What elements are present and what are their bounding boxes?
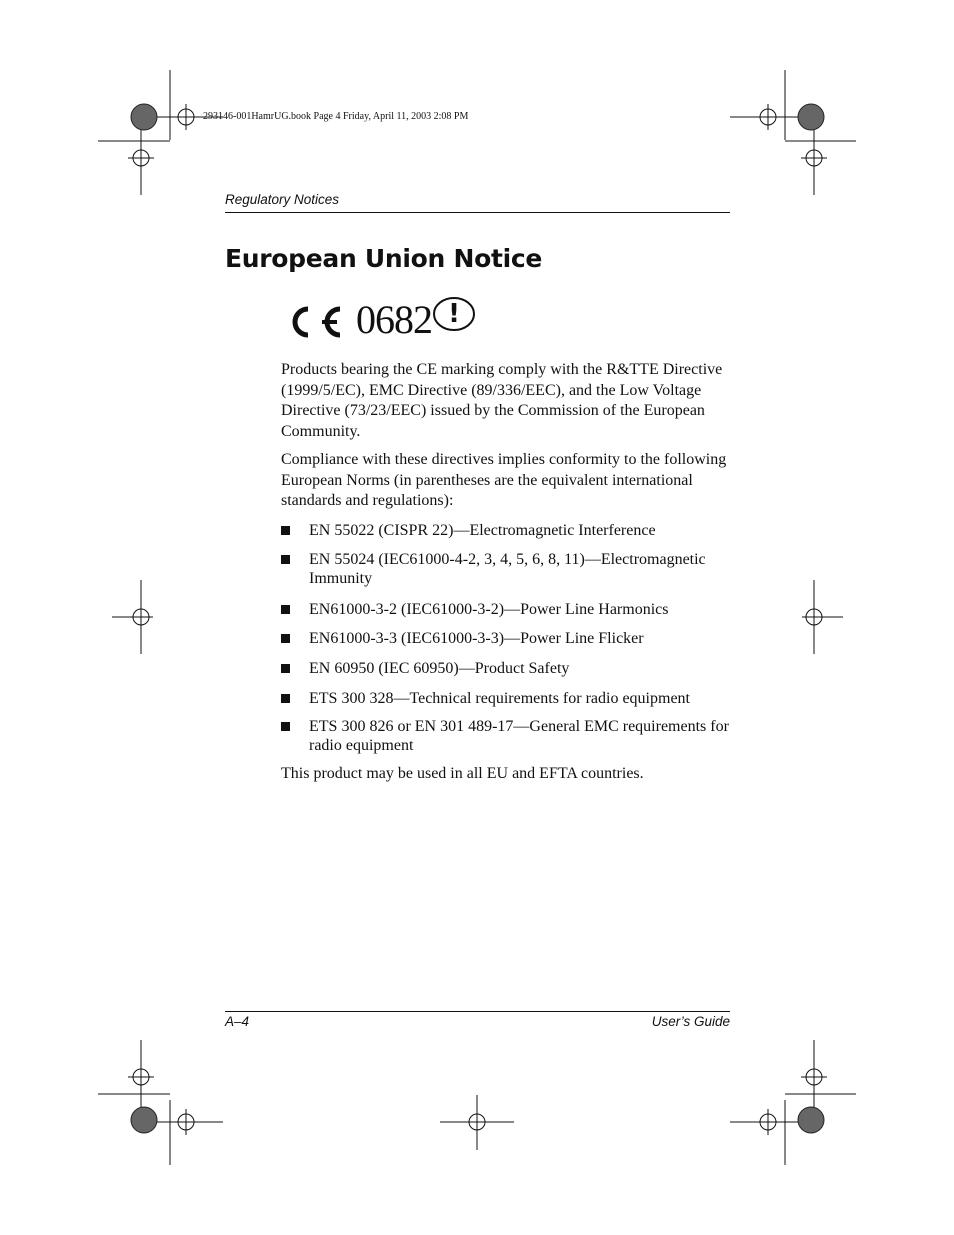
- list-item-text: EN61000-3-2 (IEC61000-3-2)—Power Line Harmonics: [309, 601, 669, 618]
- alert-symbol-icon: [432, 296, 476, 340]
- registration-mark-ml: [112, 580, 153, 654]
- notified-body-number: 0682: [356, 297, 432, 342]
- list-item-text: EN 55024 (IEC61000-4-2, 3, 4, 5, 6, 8, 11)—Electromagnetic Immunity: [309, 551, 706, 587]
- paragraph-ce-directives: Products bearing the CE marking comply with the R&TTE Directive (1999/5/EC), EMC Directive (89/336/EEC), and the Low Voltage Directive (73/23/EEC) issued by the Commission of the European Community.: [281, 361, 723, 440]
- ce-mark-icon: [282, 304, 346, 340]
- registration-mark-br: [730, 1040, 856, 1165]
- print-slug-line: 293146-001HamrUG.book Page 4 Friday, April 11, 2003 2:08 PM: [203, 111, 469, 122]
- paragraph-compliance: Compliance with these directives implies conformity to the following European Norms (in parentheses are the equivalent international standards and regulations):: [281, 451, 727, 509]
- list-item: [281, 629, 733, 648]
- list-item-text: EN 55022 (CISPR 22)—Electromagnetic Interference: [309, 522, 656, 539]
- registration-mark-tl2: [98, 125, 170, 195]
- list-item-text: EN 60950 (IEC 60950)—Product Safety: [309, 660, 570, 677]
- list-item: [281, 689, 733, 708]
- footer-rule: [225, 1011, 730, 1012]
- running-head: Regulatory Notices: [225, 192, 340, 207]
- registration-mark-tl: [140, 70, 223, 140]
- page-title: European Union Notice: [225, 244, 543, 273]
- paragraph-closing: This product may be used in all EU and EFTA countries.: [281, 765, 644, 782]
- bullet-square-icon: [281, 555, 290, 564]
- alert-symbol-glyph: !: [448, 299, 460, 329]
- bullet-square-icon: [281, 526, 290, 535]
- bullet-square-icon: [281, 722, 290, 731]
- list-item-text: ETS 300 328—Technical requirements for radio equipment: [309, 690, 690, 707]
- list-item-text: EN61000-3-3 (IEC61000-3-3)—Power Line Flicker: [309, 630, 644, 647]
- registration-mark-bl: [98, 1040, 223, 1165]
- registration-mark-tr2: [785, 125, 856, 195]
- ce-marking: [282, 296, 476, 340]
- list-item-text: ETS 300 826 or EN 301 489-17—General EMC requirements for radio equipment: [309, 718, 729, 754]
- bullet-square-icon: [281, 664, 290, 673]
- page-number: A–4: [225, 1014, 250, 1029]
- registration-mark-tr: [730, 70, 812, 140]
- bullet-square-icon: [281, 694, 290, 703]
- list-item: [281, 550, 733, 588]
- list-item: [281, 659, 733, 678]
- book-title: User’s Guide: [651, 1014, 730, 1029]
- list-item: [281, 600, 733, 619]
- bullet-square-icon: [281, 605, 290, 614]
- registration-mark-mr: [802, 580, 843, 654]
- registration-mark-bc: [440, 1095, 514, 1150]
- bullet-square-icon: [281, 634, 290, 643]
- list-item: [281, 521, 733, 540]
- header-rule: [225, 212, 730, 213]
- list-item: [281, 717, 733, 755]
